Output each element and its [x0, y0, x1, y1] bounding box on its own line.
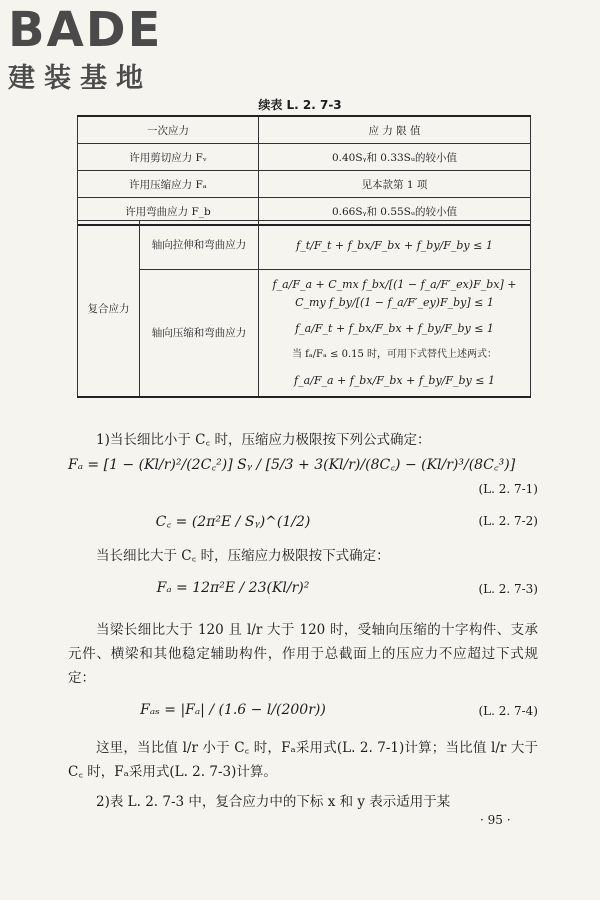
paragraph-4: 这里，当比值 l/r 小于 C꜀ 时，Fₐ采用式(L. 2. 7-1)计算；当比值 l/r 大于 C꜀ 时，Fₐ采用式(L. 2. 7-3)计算。 — [68, 740, 538, 780]
equation-4-body: Fₐₛ = |Fₐ| / (1.6 − l/(200r)) — [140, 702, 326, 718]
combined-stress-label: 复合应力 — [78, 221, 140, 398]
table-row — [78, 171, 531, 198]
logo-wordmark: BADE — [8, 2, 163, 58]
equation-2 — [68, 512, 398, 531]
tension-bending-label: 轴向拉伸和弯曲应力 — [140, 221, 259, 270]
equation-1 — [68, 455, 538, 474]
equation-1-body: Fₐ = [1 − (Kl/r)²/(2C꜀²)] Sᵧ / [5/3 + 3(Kl/r)/(8C꜀) − (Kl/r)³/(8C꜀³)] — [68, 457, 516, 473]
row-limit: 0.40Sᵧ和 0.33Sᵤ的较小值 — [259, 144, 531, 171]
paragraph-5: 2)表 L. 2. 7-3 中，复合应力中的下标 x 和 y 表示适用于某 — [96, 794, 451, 810]
equation-3-body: Fₐ = 12π²E / 23(Kl/r)² — [156, 580, 310, 596]
paragraph-3: 当梁长细比大于 120 且 l/r 大于 120 时，受轴向压缩的十字构件、支承元件、横梁和其他稳定辅助构件，作用于总截面上的压应力不应超过下式规定： — [68, 622, 538, 686]
equation-4 — [68, 702, 398, 718]
compression-bending-label: 轴向压缩和弯曲应力 — [140, 270, 259, 398]
row-label: 许用弯曲应力 F_b — [78, 198, 259, 226]
table-header-row — [78, 116, 531, 144]
compression-formula-3: f_a/F_a + f_bx/F_bx + f_by/F_by ≤ 1 — [294, 374, 495, 387]
row-limit: 0.66Sᵧ和 0.55Sᵤ的较小值 — [259, 198, 531, 226]
row-label: 许用压缩应力 Fₐ — [78, 171, 259, 198]
equation-1-number: (L. 2. 7-1) — [478, 482, 538, 496]
header-stress-limit: 应 力 限 值 — [259, 116, 531, 144]
equation-2-body: C꜀ = (2π²E / Sᵧ)^(1/2) — [155, 514, 311, 530]
paragraph-2: 当长细比大于 C꜀ 时，压缩应力极限按下式确定： — [96, 548, 390, 564]
header-primary-stress: 一次应力 — [78, 116, 259, 144]
equation-4-number: (L. 2. 7-4) — [478, 704, 538, 718]
page-number: · 95 · — [480, 813, 511, 827]
paragraph-1: 1)当长细比小于 C꜀ 时，压缩应力极限按下列公式确定： — [96, 432, 431, 448]
compression-bending-cell — [259, 270, 531, 398]
equation-3 — [68, 580, 398, 596]
brand-logo — [8, 4, 188, 95]
row-label: 许用剪切应力 Fᵥ — [78, 144, 259, 171]
stress-limit-table — [77, 115, 531, 226]
logo-subtitle: 建装基地 — [8, 63, 152, 94]
compression-formula-1: f_a/F_a + C_mx f_bx/[(1 − f_a/F′_ex)F_bx] + C_my f_by/[(1 − f_a/F′_ey)F_by] ≤ 1 — [272, 278, 517, 309]
row-limit: 见本款第 1 项 — [259, 171, 531, 198]
tension-bending-formula: f_t/F_t + f_bx/F_bx + f_by/F_by ≤ 1 — [259, 221, 531, 270]
combined-stress-table — [77, 220, 531, 398]
table-caption: 续表 L. 2. 7-3 — [258, 98, 342, 112]
equation-3-number: (L. 2. 7-3) — [478, 582, 538, 596]
equation-2-number: (L. 2. 7-2) — [478, 514, 538, 528]
table-row — [78, 144, 531, 171]
compression-note: 当 fₐ/Fₐ ≤ 0.15 时，可用下式替代上述两式： — [291, 349, 498, 360]
compression-formula-2: f_a/F_t + f_bx/F_bx + f_by/F_by ≤ 1 — [295, 322, 494, 335]
